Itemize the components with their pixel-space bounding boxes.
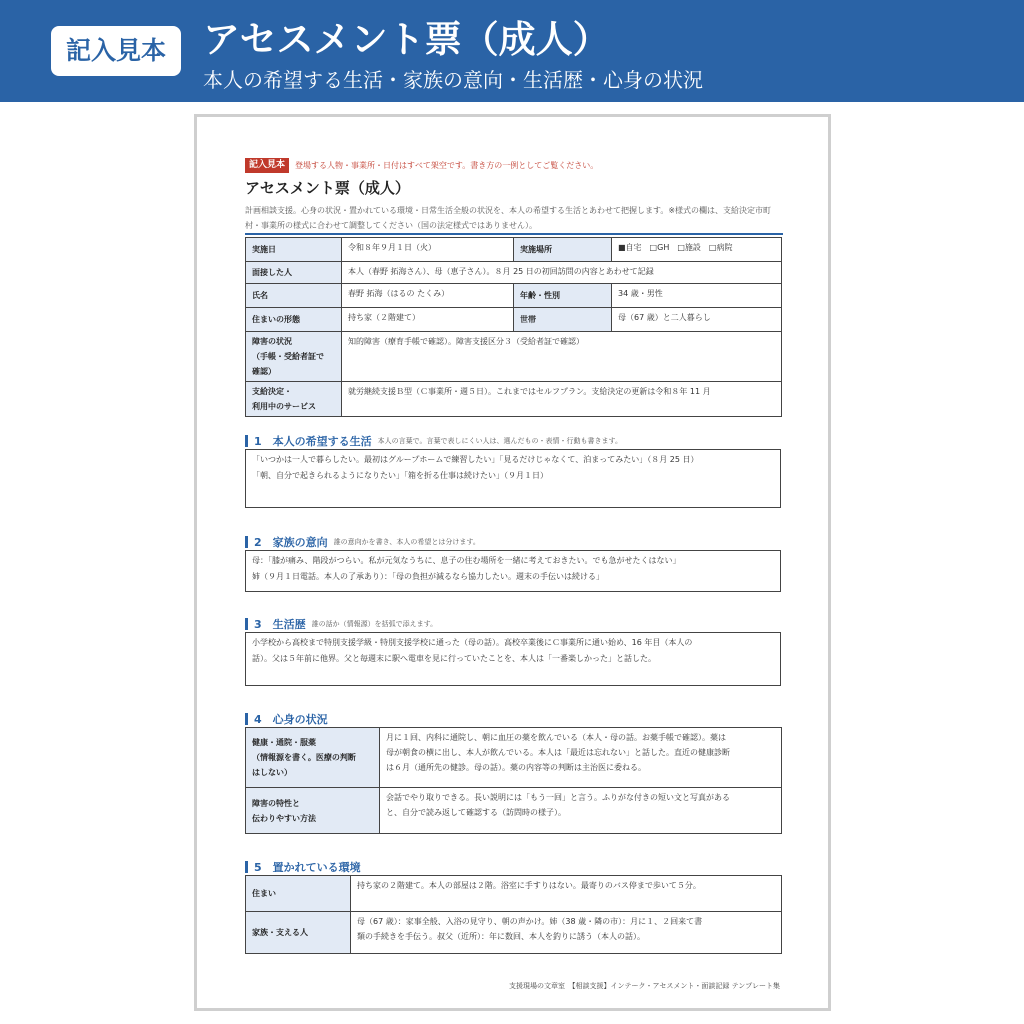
disability-label-line: （手帳・受給者証で (252, 352, 324, 361)
title-rule (245, 233, 783, 235)
family-value (351, 912, 782, 954)
health-value-line: 母が朝食の横に出し、本人が飲んでいる。本人は「最近は忘れない」と話した。直近の健康診断 (386, 748, 730, 757)
trait-label-line: 伝わりやすい方法 (252, 813, 316, 823)
section-2-note: 誰の意向かを書き、本人の希望とは分けます。 (333, 537, 480, 546)
banner-title: アセスメント票（成人） (203, 18, 610, 61)
section-5-title: 5 置かれている環境 (254, 860, 361, 874)
age-label: 年齢・性別 (514, 284, 612, 308)
section-2-box (245, 550, 781, 592)
health-value-line: は６月（通所先の健診。母の話）。薬の内容等の判断は主治医に委ねる。 (386, 763, 646, 772)
table-row (246, 788, 782, 834)
disability-label (246, 332, 342, 382)
household-value: 母（67 歳）と二人暮らし (612, 308, 782, 332)
health-label (246, 728, 380, 788)
table-row (246, 876, 782, 912)
section-5-table (245, 875, 782, 954)
section-4-title: 4 心身の状況 (254, 712, 328, 726)
section-3-line: 話）。父は５年前に他界。父と毎週末に駅へ電車を見に行っていたことを、本人は「一番楽しかった」と話した。 (252, 654, 656, 663)
service-label (246, 382, 342, 417)
document-description: 計画相談支援。心身の状況・置かれている環境・日常生活全般の状況を、本人の希望する生活とあわせて把握します。※様式の欄は、支給決定市町村・事業所の様式に合わせて調整してください（国の法定様式ではありません）。 (245, 206, 772, 230)
name-label: 氏名 (246, 284, 342, 308)
section-1-line: 「朝、自分で起きられるようになりたい」「箱を折る仕事は続けたい」（９月１日） (252, 471, 548, 480)
document-page (194, 114, 831, 1011)
section-1-line: 「いつかは一人で暮らしたい。最初はグループホームで練習したい」「見るだけじゃなくて、泊まってみたい」（８月 25 日） (252, 455, 699, 464)
trait-label-line: 障害の特性と (252, 798, 300, 808)
sample-note: 登場する人物・事業所・日付はすべて架空です。書き方の一例としてご覧ください。 (295, 161, 599, 170)
housing-value: 持ち家（２階建て） (342, 308, 514, 332)
sample-tag: 記入見本 (245, 158, 289, 173)
service-label-line: 支給決定・ (252, 387, 292, 396)
section-4-table (245, 727, 782, 834)
section-3-box (245, 632, 781, 686)
interviewee-label: 面接した人 (246, 262, 342, 284)
table-row (246, 238, 782, 262)
date-value: 令和８年９月１日（火） (342, 238, 514, 262)
health-value-line: 月に１回、内科に通院し、朝に血圧の薬を飲んでいる（本人・母の話。お薬手帳で確認）。薬は (386, 733, 726, 742)
section-3-heading (245, 613, 437, 632)
household-label: 世帯 (514, 308, 612, 332)
section-bar (245, 861, 248, 873)
health-label-line: はしない） (252, 768, 292, 777)
section-3-note: 誰の話か（情報源）を括弧で添えます。 (311, 619, 438, 628)
trait-label (246, 788, 380, 834)
disability-label-line: 確認） (252, 367, 276, 376)
section-bar (245, 536, 248, 548)
section-bar (245, 435, 248, 447)
section-4-heading (245, 708, 328, 727)
section-2-heading (245, 531, 480, 550)
interviewee-value: 本人（春野 拓海さん）、母（恵子さん）。８月 25 日の初回訪問の内容とあわせて記録 (342, 262, 782, 284)
name-value: 春野 拓海（はるの たくみ） (342, 284, 514, 308)
table-row (246, 728, 782, 788)
banner-subtitle: 本人の希望する生活・家族の意向・生活歴・心身の状況 (203, 68, 703, 92)
basic-info-table (245, 237, 782, 417)
section-1-box (245, 449, 781, 508)
section-3-title: 3 生活歴 (254, 617, 306, 631)
section-5-heading (245, 856, 361, 875)
section-1-note: 本人の言葉で。言葉で表しにくい人は、選んだもの・表情・行動も書きます。 (377, 436, 622, 445)
sample-badge: 記入見本 (51, 26, 181, 76)
table-row (246, 262, 782, 284)
place-options: ■自宅 □GH □施設 □病院 (612, 238, 782, 262)
age-value: 34 歳・男性 (612, 284, 782, 308)
health-label-line: 健康・通院・服薬 (252, 738, 316, 747)
home-value: 持ち家の２階建て。本人の部屋は２階。浴室に手すりはない。最寄りのバス停まで歩いて５分。 (351, 876, 782, 912)
disability-value: 知的障害（療育手帳で確認）。障害支援区分３（受給者証で確認） (342, 332, 782, 382)
section-2-line: 母：「膝が痛み、階段がつらい。私が元気なうちに、息子の住む場所を一緒に考えておきたい。でも急がせたくはない」 (252, 556, 681, 565)
home-label: 住まい (246, 876, 351, 912)
section-1-heading (245, 430, 622, 449)
trait-value-line: と、自分で読み返して確認する（訪問時の様子）。 (386, 808, 566, 817)
table-row (246, 308, 782, 332)
place-label: 実施場所 (514, 238, 612, 262)
disability-label-line: 障害の状況 (252, 337, 292, 346)
health-label-line: （情報源を書く。医療の判断 (252, 753, 356, 762)
table-row (246, 912, 782, 954)
section-bar (245, 618, 248, 630)
section-3-line: 小学校から高校まで特別支援学級・特別支援学校に通った（母の話）。高校卒業後にＣ事業所に通い始め、16 年目（本人の (252, 638, 693, 647)
document-footer: 支援現場の文章室 【相談支援】インテーク・アセスメント・面談記録 テンプレート集 (508, 982, 780, 990)
document-title: アセスメント票（成人） (245, 179, 410, 197)
section-bar (245, 713, 248, 725)
sample-notice (245, 155, 598, 174)
table-row (246, 382, 782, 417)
section-2-line: 姉（９月１日電話。本人の了承あり）：「母の負担が減るなら協力したい。週末の手伝いは続ける」 (252, 572, 604, 581)
trait-value (380, 788, 782, 834)
section-2-title: 2 家族の意向 (254, 535, 328, 549)
health-value (380, 728, 782, 788)
section-1-title: 1 本人の希望する生活 (254, 434, 372, 448)
family-value-line: 類の手続きを手伝う。叔父（近所）：年に数回、本人を釣りに誘う（本人の話）。 (357, 932, 645, 941)
header-banner (0, 0, 1024, 102)
table-row (246, 284, 782, 308)
date-label: 実施日 (246, 238, 342, 262)
family-value-line: 母（67 歳）：家事全般、入浴の見守り、朝の声かけ。姉（38 歳・隣の市）：月に１、２回来て書 (357, 917, 703, 926)
service-label-line: 利用中のサービス (252, 402, 316, 411)
housing-label: 住まいの形態 (246, 308, 342, 332)
table-row (246, 332, 782, 382)
trait-value-line: 会話でやり取りできる。長い説明には「もう一回」と言う。ふりがな付きの短い文と写真がある (386, 793, 730, 802)
service-value: 就労継続支援Ｂ型（Ｃ事業所・週５日）。これまではセルフプラン。支給決定の更新は令和８年 11 月 (342, 382, 782, 417)
family-label: 家族・支える人 (246, 912, 351, 954)
